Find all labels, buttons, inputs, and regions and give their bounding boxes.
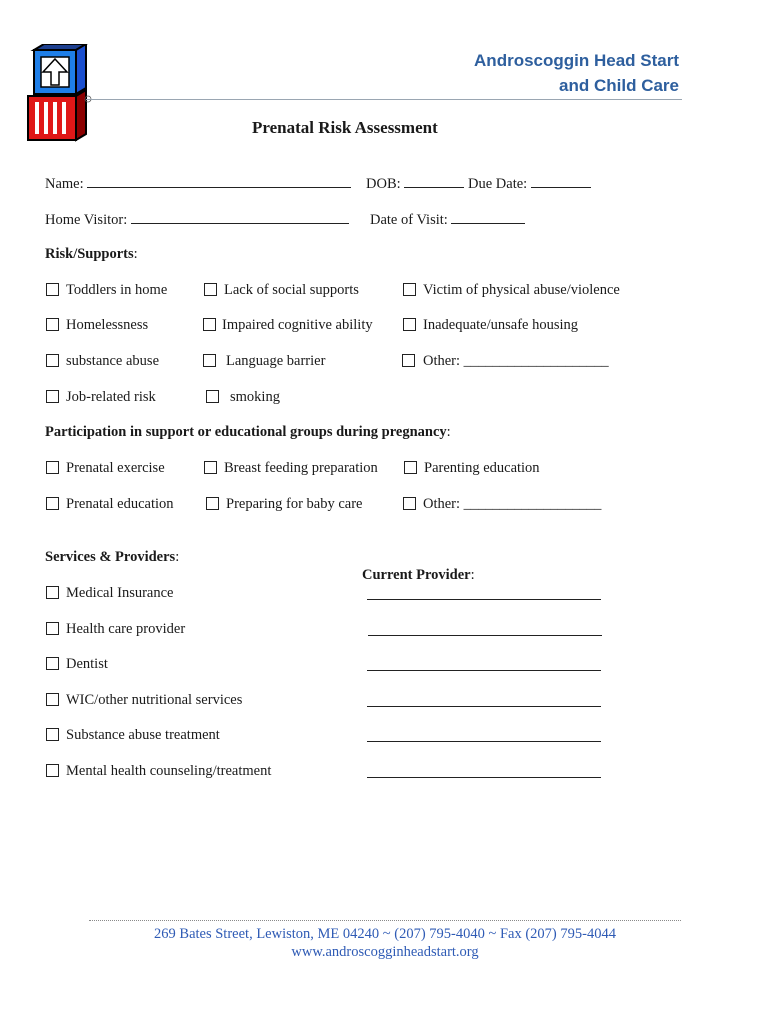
label-mental-health-counseling: Mental health counseling/treatment	[66, 763, 272, 779]
checkbox-job-related-risk[interactable]	[46, 390, 59, 403]
page-title: Prenatal Risk Assessment	[252, 118, 438, 137]
checkbox-homelessness[interactable]	[46, 318, 59, 331]
checkbox-lack-of-social-supports[interactable]	[204, 283, 217, 296]
label-prenatal-exercise: Prenatal exercise	[66, 460, 165, 476]
checkbox-language-barrier[interactable]	[203, 354, 216, 367]
current-provider-heading: Current Provider:	[362, 567, 475, 583]
blocks-up-arrow-logo	[24, 44, 92, 142]
home-visitor-field[interactable]	[45, 210, 349, 229]
label-other-risk: Other: ____________________	[423, 353, 609, 369]
label-inadequate-housing: Inadequate/unsafe housing	[423, 317, 579, 333]
checkbox-dentist[interactable]	[46, 657, 59, 670]
name-label: Name:	[45, 176, 84, 192]
label-breast-feeding-preparation: Breast feeding preparation	[224, 460, 378, 476]
provider-line-dentist[interactable]	[367, 670, 601, 671]
checkbox-medical-insurance[interactable]	[46, 586, 59, 599]
checkbox-other-risk[interactable]	[402, 354, 415, 367]
provider-line-mental-health-counseling[interactable]	[367, 777, 601, 778]
due-date-blank[interactable]	[531, 174, 591, 188]
provider-line-medical-insurance[interactable]	[367, 599, 601, 600]
provider-line-health-care-provider[interactable]	[368, 635, 602, 636]
checkbox-wic-nutritional-services[interactable]	[46, 693, 59, 706]
dob-field[interactable]	[366, 174, 464, 193]
label-preparing-for-baby-care: Preparing for baby care	[226, 496, 363, 512]
date-of-visit-blank[interactable]	[451, 210, 525, 224]
checkbox-prenatal-exercise[interactable]	[46, 461, 59, 474]
checkbox-prenatal-education[interactable]	[46, 497, 59, 510]
checkbox-other-group[interactable]	[403, 497, 416, 510]
home-visitor-blank[interactable]	[131, 210, 349, 224]
provider-line-wic-nutritional-services[interactable]	[367, 706, 601, 707]
provider-line-substance-abuse-treatment[interactable]	[367, 741, 601, 742]
checkbox-health-care-provider[interactable]	[46, 622, 59, 635]
footer-website[interactable]: www.androscogginheadstart.org	[291, 944, 479, 960]
label-smoking: smoking	[230, 389, 280, 405]
footer-address: 269 Bates Street, Lewiston, ME 04240 ~ (207) 795-4040 ~ Fax (207) 795-4044	[154, 926, 616, 942]
label-medical-insurance: Medical Insurance	[66, 585, 174, 601]
due-date-field[interactable]	[468, 174, 591, 193]
risk-supports-heading: Risk/Supports:	[45, 246, 138, 262]
label-parenting-education: Parenting education	[424, 460, 540, 476]
checkbox-preparing-for-baby-care[interactable]	[206, 497, 219, 510]
label-language-barrier: Language barrier	[226, 353, 326, 369]
label-dentist: Dentist	[66, 656, 108, 672]
services-heading: Services & Providers:	[45, 549, 180, 565]
name-field[interactable]	[45, 174, 351, 193]
due-date-label: Due Date:	[468, 176, 528, 192]
label-prenatal-education: Prenatal education	[66, 496, 174, 512]
label-homelessness: Homelessness	[66, 317, 149, 333]
groups-heading: Participation in support or educational groups during pregnancy:	[45, 424, 451, 440]
dob-blank[interactable]	[404, 174, 464, 188]
label-victim-of-abuse: Victim of physical abuse/violence	[423, 282, 620, 298]
label-job-related-risk: Job-related risk	[66, 389, 156, 405]
home-visitor-label: Home Visitor:	[45, 212, 128, 228]
checkbox-substance-abuse-treatment[interactable]	[46, 728, 59, 741]
checkbox-parenting-education[interactable]	[404, 461, 417, 474]
checkbox-mental-health-counseling[interactable]	[46, 764, 59, 777]
name-blank[interactable]	[87, 174, 351, 188]
label-substance-abuse-treatment: Substance abuse treatment	[66, 727, 220, 743]
date-of-visit-field[interactable]	[370, 210, 525, 229]
label-toddlers-in-home: Toddlers in home	[66, 282, 168, 298]
label-impaired-cognitive-ability: Impaired cognitive ability	[222, 317, 373, 333]
date-of-visit-label: Date of Visit:	[370, 212, 448, 228]
dob-label: DOB:	[366, 176, 401, 192]
checkbox-breast-feeding-preparation[interactable]	[204, 461, 217, 474]
header-divider	[86, 99, 682, 100]
organization-name: Androscoggin Head Start and Child Care	[474, 51, 679, 95]
label-other-group: Other: ___________________	[423, 496, 602, 512]
checkbox-inadequate-housing[interactable]	[403, 318, 416, 331]
label-lack-of-social-supports: Lack of social supports	[224, 282, 359, 298]
footer-divider	[89, 920, 681, 921]
label-wic-nutritional-services: WIC/other nutritional services	[66, 692, 243, 708]
label-substance-abuse: substance abuse	[66, 353, 160, 369]
checkbox-impaired-cognitive-ability[interactable]	[203, 318, 216, 331]
checkbox-substance-abuse[interactable]	[46, 354, 59, 367]
checkbox-smoking[interactable]	[206, 390, 219, 403]
checkbox-victim-of-abuse[interactable]	[403, 283, 416, 296]
checkbox-toddlers-in-home[interactable]	[46, 283, 59, 296]
label-health-care-provider: Health care provider	[66, 621, 186, 637]
